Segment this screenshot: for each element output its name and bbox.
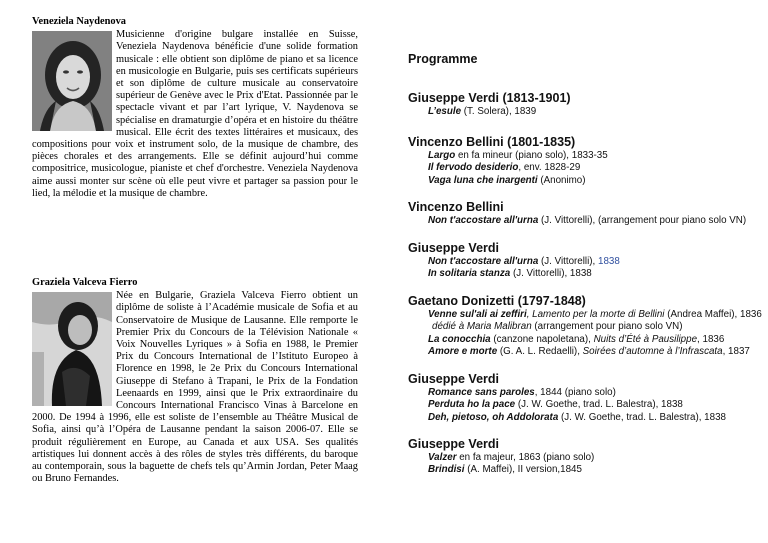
composer-heading: Giuseppe Verdi	[408, 372, 500, 386]
piece-details: (Anonimo)	[537, 174, 586, 186]
piece-details: (J. W. Goethe, trad. L. Balestra), 1838	[558, 411, 726, 423]
piece-line	[428, 162, 753, 174]
programme-section	[408, 200, 753, 227]
composer-heading: Vincenzo Bellini	[408, 200, 504, 214]
portrait-photo-fierro	[32, 292, 112, 406]
bio-naydenova	[32, 16, 358, 200]
piece-subtitle: dédié à Maria Malibran	[432, 321, 532, 333]
programme-section	[408, 91, 753, 118]
piece-line	[428, 399, 753, 411]
programme-heading: Programme	[408, 52, 478, 66]
programme-section	[408, 372, 753, 424]
piece-title: La conocchia	[428, 333, 491, 345]
piece-line	[428, 412, 753, 424]
piece-line	[428, 334, 753, 346]
piece-subtitle: Nuits d’Été à Pausilippe	[593, 333, 698, 345]
composer-heading: Giuseppe Verdi	[408, 437, 500, 451]
piece-subtitle: Soirées d’automne à l’Infrascata	[582, 346, 723, 358]
bio-fierro	[32, 277, 358, 485]
piece-year: 1838	[598, 256, 620, 267]
piece-title: Amore e morte	[428, 346, 498, 358]
piece-title: Non t'accostare all'urna	[428, 215, 539, 226]
bio-name: Graziela Valceva Fierro	[32, 277, 138, 288]
piece-details: en fa majeur, 1863 (piano solo)	[456, 452, 595, 463]
composer-heading: Giuseppe Verdi	[408, 241, 500, 255]
piece-details: , 1844 (piano solo)	[534, 387, 616, 398]
piece-title: In solitaria stanza	[428, 268, 511, 280]
piece-title: Vaga luna che inargenti	[428, 174, 538, 186]
piece-title: Non t'accostare all'urna	[428, 256, 539, 267]
piece-details: (T. Solera), 1839	[461, 106, 537, 117]
bio-name: Veneziela Naydenova	[32, 16, 126, 27]
piece-line	[428, 215, 753, 227]
piece-line	[428, 175, 753, 187]
piece-line	[428, 309, 762, 321]
piece-details: (arrangement pour piano solo VN)	[531, 321, 683, 333]
piece-line	[428, 150, 753, 162]
piece-details: (J. Vittorelli), (arrangement pour piano solo VN)	[538, 215, 747, 226]
piece-title: Brindisi	[428, 464, 465, 476]
piece-line	[428, 256, 753, 268]
piece-details: (G. A. L. Redaelli),	[497, 346, 583, 358]
piece-details: (canzone napoletana),	[490, 333, 594, 345]
piece-details: (Andrea Maffei), 1836	[664, 309, 762, 320]
piece-line	[432, 321, 753, 333]
piece-title: Venne sul'ali ai zeffiri	[428, 309, 527, 320]
piece-line	[428, 268, 753, 280]
piece-title: Romance sans paroles	[428, 387, 535, 398]
composer-heading: Giuseppe Verdi (1813-1901)	[408, 91, 571, 105]
piece-line	[428, 106, 753, 118]
piece-title: Valzer	[428, 452, 457, 463]
piece-line	[428, 387, 753, 399]
piece-title: L’esule	[428, 106, 462, 117]
bio-text: Née en Bulgarie, Graziela Valceva Fierro obtient un diplôme de soliste à l’Académie musicale de Sofia et au Conservatoire de Musique de Lausanne. Elle remporte le Premier Prix du Concours de la Télévision Nationale « Voix Nouvelles Lyriques » à Sofia en 1988, le Premier Prix du Concours International de l’Istituto Europeo à Florence en 1998, le 2e Prix du Concours International Giuseppe di Stefano à Trapani, le Prix de la Fondation Leenaards en 1999, ainsi que le Prix extraordinaire du Concours International Francisco Vinas à Barcelone en 2000. De 1994 à 1996, elle est soliste de l’ensemble au Théâtre Musical de Sofia, ainsi qu’à l’Opéra de Lausanne pendant la saison 2006-07. Elle se produit régulièrement en Europe, au Canada et aux USA. Ses qualités artistiques lui donnent accès à des rôles de styles très différents, du baroque au contemporain, sous la baguette de chefs tels qu’Armin Jordan, Peter Maag ou Bruno Fernandes.	[32, 290, 358, 485]
composer-heading: Gaetano Donizetti (1797-1848)	[408, 294, 586, 308]
composer-heading: Vincenzo Bellini (1801-1835)	[408, 135, 576, 149]
programme-section	[408, 241, 753, 281]
piece-details: (J. Vittorelli), 1838	[510, 268, 592, 280]
bio-text: Musicienne d'origine bulgare installée en Suisse, Veneziela Naydenova bénéficie d'une solide formation musicale : elle obtient son diplôme de piano et sa licence en musicologie en Bulgarie, puis ses certificats supérieurs et son diplôme de culture musicale au conservatoire supérieur de Genève avec le Prix d'Etat. Passionnée par le spectacle vivant et par l’art lyrique, V. Naydenova se spécialise en dramaturgie d’opéra et en histoire du théâtre musical. Elle écrit des textes littéraires et musicaux, des compositions pour voix et instrument solo, de la musique de chambre, des pièces chorales et des arrangements. Elle se définit aujourd’hui comme compositrice, musicologue, pianiste et chef d'orchestre. Veneziela Naydenova aime aussi monter sur scène où elle peut vivre et partager sa passion pour le lied, la mélodie et la musique de chambre.	[32, 29, 358, 199]
piece-title: Largo	[428, 150, 456, 161]
programme	[408, 52, 762, 476]
programme-section	[408, 437, 753, 477]
piece-title: Perduta ho la pace	[428, 399, 516, 411]
piece-details: , env. 1828-29	[518, 162, 581, 174]
piece-details: (J. Vittorelli),	[538, 256, 598, 267]
piece-details: , 1837	[722, 346, 750, 358]
piece-title: Il fervodo desiderio	[428, 162, 519, 174]
piece-line	[428, 346, 753, 358]
programme-section	[408, 135, 753, 187]
piece-details: (A. Maffei), II version,1845	[464, 464, 582, 476]
programme-section	[408, 294, 762, 359]
portrait-photo-naydenova	[32, 31, 112, 131]
piece-details: (J. W. Goethe, trad. L. Balestra), 1838	[515, 399, 683, 411]
piece-details: , 1836	[697, 333, 725, 345]
piece-subtitle: , Lamento per la morte di Bellini	[526, 309, 665, 320]
piece-details: en fa mineur (piano solo), 1833-35	[455, 150, 608, 161]
piece-line	[428, 452, 753, 464]
piece-line	[428, 464, 753, 476]
piece-title: Deh, pietoso, oh Addolorata	[428, 411, 559, 423]
